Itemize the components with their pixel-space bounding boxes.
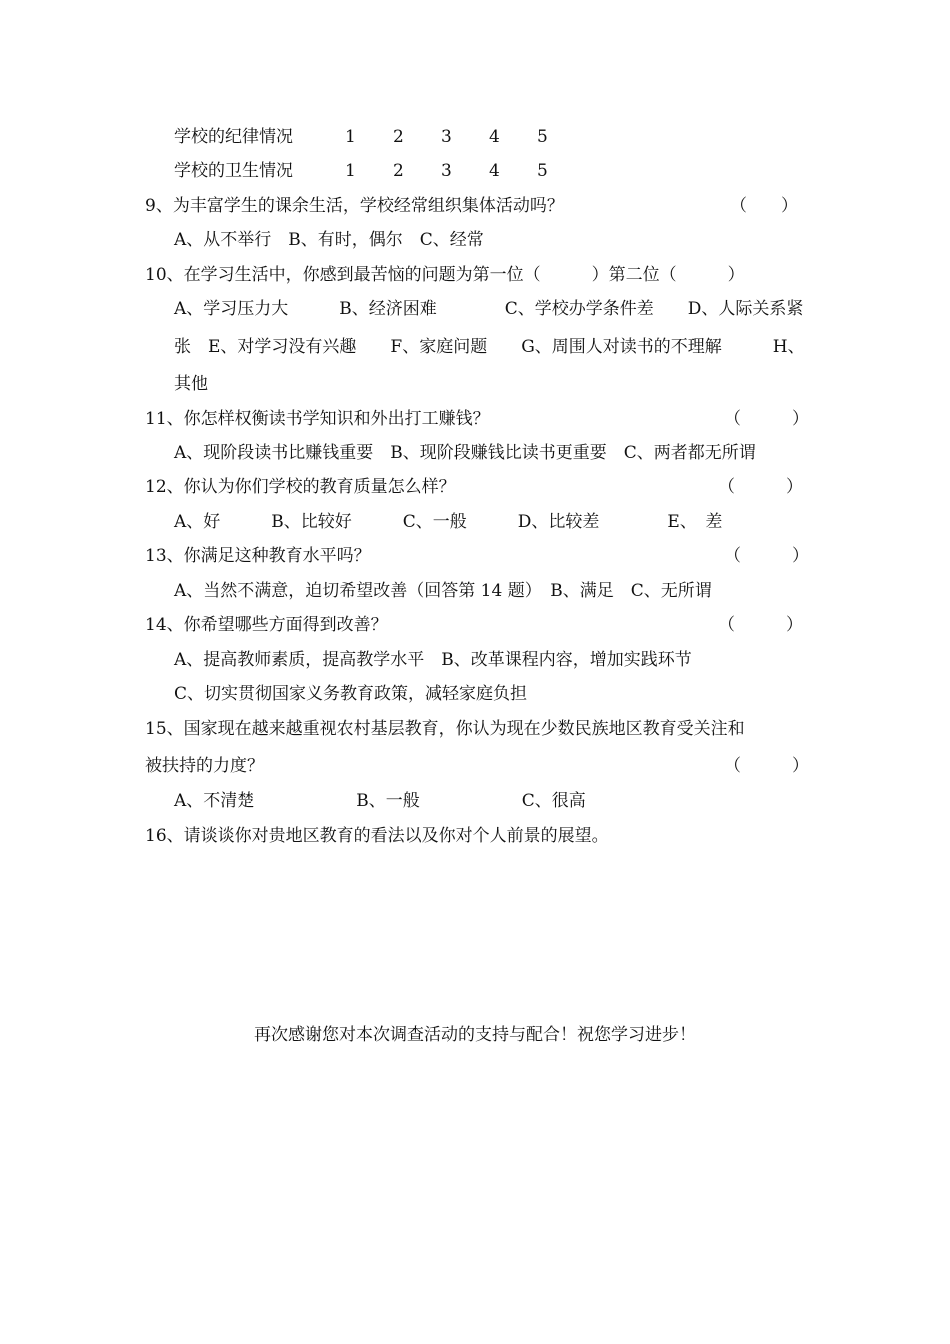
answer-blank-11[interactable]: （ ） <box>724 409 809 429</box>
answer-blank-15[interactable]: （ ） <box>724 756 809 776</box>
rating-option: 2 <box>393 161 404 181</box>
options-10-line-3: 其他 <box>174 374 208 394</box>
closing-message: 再次感谢您对本次调查活动的支持与配合！祝您学习进步！ <box>254 1025 696 1045</box>
rating-option: 4 <box>489 127 500 147</box>
answer-blank-13[interactable]: （ ） <box>724 546 809 566</box>
rating-option: 1 <box>345 161 356 181</box>
options-14-line-2: C、切实贯彻国家义务教育政策，减轻家庭负担 <box>174 684 528 704</box>
question-11: 11、你怎样权衡读书学知识和外出打工赚钱？ <box>145 409 490 429</box>
answer-blank-14[interactable]: （ ） <box>718 615 803 635</box>
question-15-line-2: 被扶持的力度？ <box>145 756 264 776</box>
rating-option: 3 <box>441 127 452 147</box>
question-16: 16、请谈谈你对贵地区教育的看法以及你对个人前景的展望。 <box>145 826 609 846</box>
options-13: A、当然不满意，迫切希望改善（回答第 14 题） B、满足 C、无所谓 <box>174 581 712 601</box>
rating-option: 1 <box>345 127 356 147</box>
rating-option: 5 <box>537 161 548 181</box>
options-10-line-1: A、学习压力大 B、经济困难 C、学校办学条件差 D、人际关系紧 <box>174 299 804 319</box>
rating-option: 3 <box>441 161 452 181</box>
options-11: A、现阶段读书比赚钱重要 B、现阶段赚钱比读书更重要 C、两者都无所谓 <box>174 443 756 463</box>
answer-blank-9[interactable]: （ ） <box>730 196 798 216</box>
rating-option: 2 <box>393 127 404 147</box>
rating-option: 4 <box>489 161 500 181</box>
question-13: 13、你满足这种教育水平吗？ <box>145 546 371 566</box>
rating-option: 5 <box>537 127 548 147</box>
answer-blank-12[interactable]: （ ） <box>718 477 803 497</box>
options-9: A、从不举行 B、有时，偶尔 C、经常 <box>174 230 484 250</box>
question-15-line-1: 15、国家现在越来越重视农村基层教育，你认为现在少数民族地区教育受关注和 <box>145 719 745 739</box>
options-15: A、不清楚 B、一般 C、很高 <box>174 791 586 811</box>
options-12: A、好 B、比较好 C、一般 D、比较差 E、 差 <box>174 512 723 532</box>
question-14: 14、你希望哪些方面得到改善？ <box>145 615 388 635</box>
question-12: 12、你认为你们学校的教育质量怎么样？ <box>145 477 456 497</box>
rating-label: 学校的卫生情况 <box>174 161 293 181</box>
options-14-line-1: A、提高教师素质，提高教学水平 B、改革课程内容，增加实践环节 <box>174 650 692 670</box>
question-10: 10、在学习生活中，你感到最苦恼的问题为第一位（ ）第二位（ ） <box>145 265 745 285</box>
options-10-line-2: 张 E、对学习没有兴趣 F、家庭问题 G、周围人对读书的不理解 H、 <box>174 337 805 357</box>
rating-label: 学校的纪律情况 <box>174 127 293 147</box>
question-9: 9、为丰富学生的课余生活，学校经常组织集体活动吗？ <box>145 196 564 216</box>
